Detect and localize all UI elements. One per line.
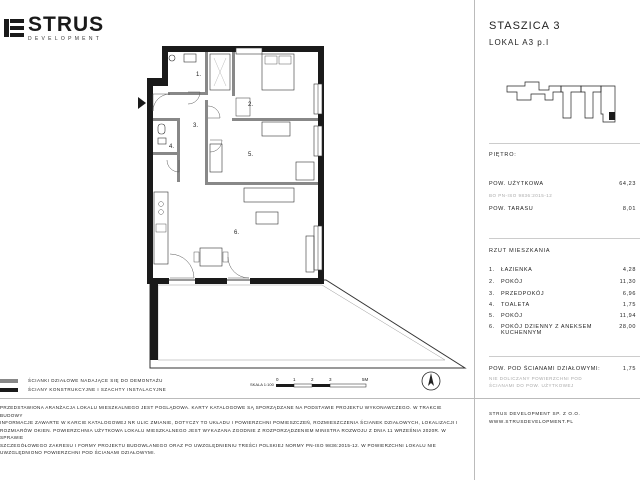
room-row: [489, 313, 640, 319]
partition-bath-h: [168, 92, 208, 95]
room-number: 1.: [489, 267, 495, 273]
disclaimer-line: SZCZEGÓŁOWEGO ZAKRESU I FORMY PROJEKTU BUDOWLANEGO ORAZ PO UWZGLĘDNIENIU TREŚCI POLSKIEJ NORMY PN-ISO 9836:2015-12. W POWIERZCHNI LOKALU NIE: [0, 442, 437, 448]
disclaimer-line: PRZEDSTAWIONA ARANŻACJA LOKALU MIESZKALNEGO JEST POGLĄDOWA. KARTY KATALOGOWE SĄ SPORZĄDZANE NA PODSTAWIE PROJEKTU WYKONAWCZEGO. W TRAKCIE BUDOWY: [0, 405, 442, 418]
wall-left-entry-2: [147, 78, 153, 186]
door-terrace-1: [170, 254, 194, 278]
scale-tick-3: 3: [329, 377, 332, 382]
structural-swatch: [0, 388, 18, 392]
room-area: 1,75: [622, 302, 636, 308]
partition-wc-v: [177, 118, 180, 182]
disclaimer: [0, 404, 462, 457]
sofa-room5: [296, 162, 314, 180]
disclaimer-line: UWZGLĘDNIONO POWIERZCHNI POD ŚCIANAMI DZIAŁOWYMI.: [0, 450, 156, 455]
room-label-1: 1.: [196, 72, 202, 78]
separator: [489, 238, 640, 239]
toilet-1: [169, 55, 175, 61]
coffee-table: [256, 212, 278, 224]
partition-area-value: 1,75: [622, 366, 636, 372]
room-label-3: 3.: [193, 123, 199, 129]
tv-unit: [306, 236, 314, 272]
room-number: 6.: [489, 324, 495, 330]
room-number: 4.: [489, 302, 495, 308]
building-keyplan: [505, 78, 625, 128]
room-area: 28,00: [619, 324, 636, 330]
partition-hall: [205, 100, 208, 140]
washbasin: [184, 54, 196, 62]
wall-bottom-b: [195, 278, 227, 284]
room-label-5: 5.: [248, 152, 254, 158]
room-row: [489, 279, 640, 285]
partition-room2-left: [232, 52, 235, 96]
terrace-area-row: [489, 206, 640, 212]
scale-ruler: [276, 374, 396, 390]
wall-left-lower: [147, 182, 153, 284]
partition-bath: [205, 52, 208, 94]
partition-room5-bottom: [205, 182, 318, 185]
room-label-4: 4.: [169, 144, 175, 150]
terrace-wall: [150, 280, 158, 360]
door-entry: [153, 94, 170, 111]
scale-tick-2: 2: [311, 377, 314, 382]
scale-bar: [250, 374, 400, 390]
scale-tick-1: 1: [293, 377, 296, 382]
room-area: 4,28: [622, 267, 636, 273]
room-name: PRZEDPOKÓJ: [501, 291, 545, 297]
partition-room5-left: [205, 140, 208, 184]
scale-tick-5: 5M: [362, 377, 369, 382]
room-row: [489, 302, 640, 308]
usable-area-label: POW. UŻYTKOWA: [489, 181, 544, 187]
wc-toilet: [158, 124, 165, 134]
window-top: [236, 48, 262, 54]
disclaimer-line: ROZMIARÓW OKIEN. POWIERZCHNIA UŻYTKOWA LOKALU MIESZKALNEGO JEST WYKAZANA ZGODNIE Z ROZPORZĄDZENIEM MINISTRA ROZWOJU Z DNIA 11 WRZEŚNIA 2020R. W SPRAWIE: [0, 427, 447, 440]
company-website-link[interactable]: WWW.STRUSDEVELOPMENT.PL: [489, 418, 574, 424]
desk-room5: [262, 122, 290, 136]
floor-plan: [0, 40, 470, 370]
wall-bottom-a: [147, 278, 169, 284]
door-room2: [208, 106, 220, 118]
standard-note: BO PN-ISO 9836:2015-12: [489, 193, 553, 198]
brand-name: STRUS: [28, 13, 105, 36]
partition-area-row: [489, 366, 640, 372]
dining-table: [200, 248, 222, 266]
legend-item-partition: [0, 378, 260, 383]
partition-room2-bottom: [232, 118, 318, 121]
partition-area-label: POW. POD ŚCIANAMI DZIAŁOWYMI:: [489, 366, 601, 372]
usable-area-value: 64,23: [619, 181, 636, 187]
room-name: POKÓJ: [501, 279, 523, 285]
terrace-outline: [150, 280, 465, 368]
room-name: TOALETA: [501, 302, 530, 308]
company-info: [489, 410, 580, 425]
room-number: 2.: [489, 279, 495, 285]
separator: [489, 356, 640, 357]
horizontal-divider: [0, 398, 640, 399]
room-number: 5.: [489, 313, 495, 319]
sofa-living: [244, 188, 294, 202]
legend-structural-label: ŚCIANY KONSTRUKCYJNE I SZACHTY INSTALACYJNE: [28, 387, 167, 392]
room-area: 11,94: [619, 313, 636, 319]
legend-item-structural: [0, 387, 260, 392]
north-arrow-icon: [420, 370, 442, 392]
legend-partition-label: ŚCIANKI DZIAŁOWE NADAJĄCE SIĘ DO DEMONTAŻU: [28, 378, 163, 383]
scale-label: SKALA 1:100: [250, 382, 274, 387]
info-panel: [475, 0, 640, 398]
partition-wc-bottom: [153, 152, 179, 155]
entrance-arrow-icon: [138, 97, 146, 109]
room-label-2: 2.: [248, 102, 254, 108]
rooms-heading: RZUT MIESZKANIA: [489, 248, 551, 254]
usable-area-row: [489, 181, 640, 187]
company-name: STRUS DEVELOPMENT SP. Z O.O.: [489, 411, 581, 416]
brand-tagline: DEVELOPMENT: [28, 36, 103, 42]
room-row: [489, 324, 640, 336]
partition-note-1: NIE DOLICZANY POWIERZCHNI POD: [489, 376, 583, 381]
unit-label: LOKAL A3 p.I: [489, 38, 550, 47]
terrace-inner: [158, 285, 445, 360]
wc-basin: [158, 138, 166, 144]
room-name: ŁAZIENKA: [501, 267, 533, 273]
door-terrace-2: [228, 257, 249, 278]
floor-label: PIĘTRO:: [489, 152, 517, 158]
bed-room2: [262, 54, 294, 90]
room-row: [489, 291, 640, 297]
project-title: STASZICA 3: [489, 20, 561, 32]
scale-tick-0: 0: [276, 377, 279, 382]
disclaimer-line: INFORMACJE ZAWARTE W KARCIE KATALOGOWEJ NR ULIC ZMIANIE, DOTYCZY TO UKŁADU I POWIERZCHNI POMIESZCZEŃ, ROZMIESZCZENIA ŚCIANEK DZIAŁOWYCH, LOKALIZACJI I: [0, 420, 458, 425]
separator: [489, 143, 640, 144]
unit-highlight: [609, 112, 615, 120]
room-name: POKÓJ DZIENNY Z ANEKSEM KUCHENNYM: [501, 324, 593, 336]
room-number: 3.: [489, 291, 495, 297]
partition-wc: [153, 118, 179, 121]
partition-swatch: [0, 379, 18, 383]
bed-room5: [210, 144, 222, 172]
wall-bottom-c: [250, 278, 324, 284]
partition-note-2: ŚCIANAMI DO POW. UŻYTKOWEJ: [489, 383, 574, 388]
room-area: 6,96: [622, 291, 636, 297]
terrace-area-value: 8,01: [622, 206, 636, 212]
room-row: [489, 267, 640, 273]
room-area: 11,30: [619, 279, 636, 285]
strus-logo-icon: [4, 18, 24, 38]
terrace-area-label: POW. TARASU: [489, 206, 534, 212]
room-label-6: 6.: [234, 230, 240, 236]
room-name: POKÓJ: [501, 313, 523, 319]
brand-logo: [4, 14, 104, 42]
door-room5: [210, 140, 222, 152]
